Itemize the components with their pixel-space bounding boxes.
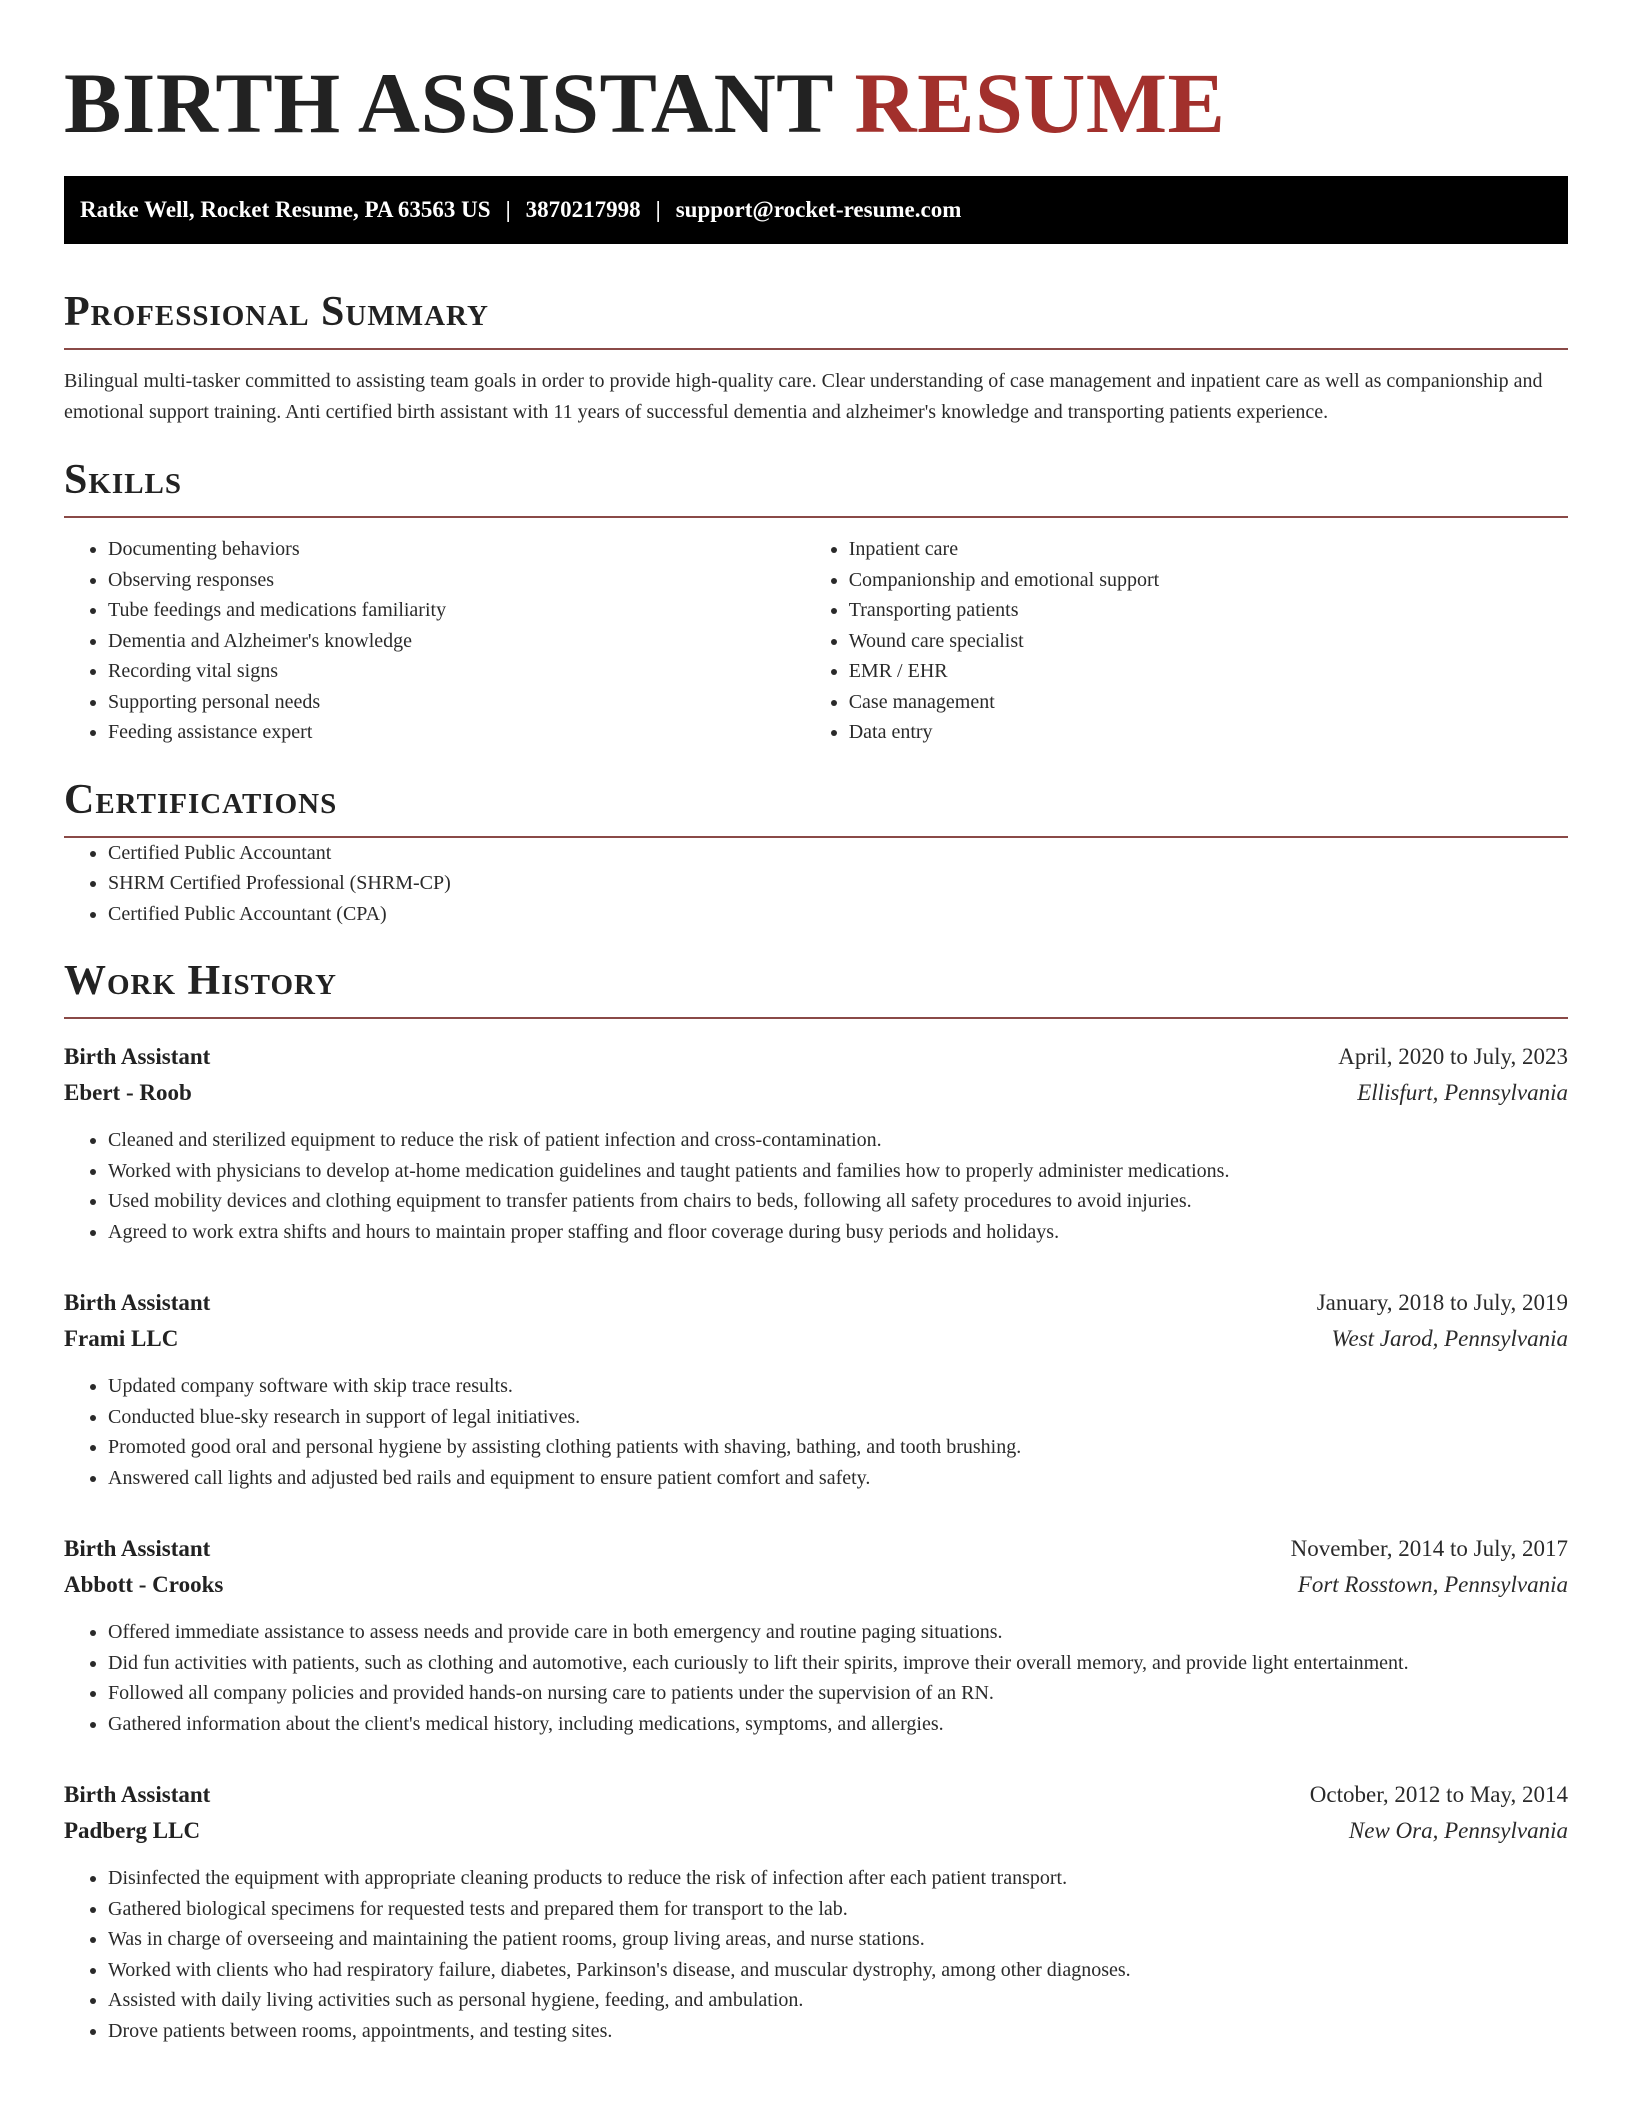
job-entry [64, 1285, 1568, 1493]
certification-item: • SHRM Certified Professional (SHRM-CP) [108, 868, 1568, 899]
job-location: New Ora, Pennsylvania [1348, 1818, 1568, 1843]
job-subheader-row [64, 1321, 1568, 1357]
contact-separator: | [505, 197, 511, 222]
job-subheader-row [64, 1075, 1568, 1111]
certification-item: • Certified Public Accountant (CPA) [108, 899, 1568, 930]
job-header-row [64, 1039, 1568, 1075]
summary-text: Bilingual multi-tasker committed to assisting team goals in order to provide high-quality care. Clear understanding of case management and inpatient care as well as companionship and emotional support training. Anti certified birth assistant with 11 years of successful dementia and alzheimer's knowledge and transporting patients experience. [64, 370, 1543, 423]
certifications-section [64, 776, 1568, 930]
job-company: Ebert - Roob [64, 1080, 192, 1105]
contact-address: Ratke Well, Rocket Resume, PA 63563 US [80, 197, 491, 222]
job-bullet: • Promoted good oral and personal hygiene by assisting clothing patients with shaving, bathing, and tooth brushing. [108, 1432, 1568, 1463]
title-main: BIRTH ASSISTANT [64, 55, 855, 151]
job-bullets [64, 1863, 1568, 2046]
skill-item: • Dementia and Alzheimer's knowledge [108, 626, 805, 657]
contact-email[interactable]: support@rocket-resume.com [675, 197, 962, 222]
job-location: Fort Rosstown, Pennsylvania [1297, 1572, 1568, 1597]
skill-item: • Wound care specialist [849, 626, 1568, 657]
job-company: Abbott - Crooks [64, 1572, 224, 1597]
job-company: Padberg LLC [64, 1818, 201, 1843]
job-header-row [64, 1285, 1568, 1321]
contact-phone[interactable]: 3870217998 [525, 197, 641, 222]
title-accent: RESUME [854, 55, 1226, 151]
contact-separator: | [655, 197, 661, 222]
job-bullet: • Gathered information about the client's medical history, including medications, symptoms, and allergies. [108, 1709, 1568, 1740]
certification-item: • Certified Public Accountant [108, 838, 1568, 869]
job-bullet: • Worked with clients who had respiratory failure, diabetes, Parkinson's disease, and muscular dystrophy, among other diagnoses. [108, 1955, 1568, 1986]
job-bullet: • Did fun activities with patients, such as clothing and automotive, each curiously to lift their spirits, improve their overall memory, and provide light entertainment. [108, 1648, 1568, 1679]
job-dates: April, 2020 to July, 2023 [1338, 1044, 1568, 1069]
job-bullet: • Conducted blue-sky research in support of legal initiatives. [108, 1402, 1568, 1433]
skills-grid [64, 534, 1568, 748]
job-location: Ellisfurt, Pennsylvania [1357, 1080, 1568, 1105]
summary-section [64, 288, 1568, 428]
summary-heading: Professional Summary [64, 288, 1568, 350]
skills-list-right [805, 534, 1568, 748]
job-bullet: • Gathered biological specimens for requested tests and prepared them for transport to the lab. [108, 1894, 1568, 1925]
job-bullet: • Drove patients between rooms, appointments, and testing sites. [108, 2016, 1568, 2047]
skill-item: • Data entry [849, 717, 1568, 748]
skills-heading: Skills [64, 456, 1568, 518]
job-entry [64, 1039, 1568, 1247]
job-bullet: • Disinfected the equipment with appropriate cleaning products to reduce the risk of infection after each patient transport. [108, 1863, 1568, 1894]
job-subheader-row [64, 1813, 1568, 1849]
job-bullet: • Assisted with daily living activities such as personal hygiene, feeding, and ambulation. [108, 1985, 1568, 2016]
work-history-section [64, 957, 1568, 2046]
job-location: West Jarod, Pennsylvania [1331, 1326, 1568, 1351]
job-bullets [64, 1617, 1568, 1739]
skill-item: • Inpatient care [849, 534, 1568, 565]
job-bullet: • Offered immediate assistance to assess needs and provide care in both emergency and routine paging situations. [108, 1617, 1568, 1648]
resume-title [64, 0, 1568, 151]
skill-item: • Transporting patients [849, 595, 1568, 626]
job-bullet: • Agreed to work extra shifts and hours to maintain proper staffing and floor coverage during busy periods and holidays. [108, 1217, 1568, 1248]
skill-item: • Documenting behaviors [108, 534, 805, 565]
skill-item: • Companionship and emotional support [849, 565, 1568, 596]
job-bullet: • Followed all company policies and provided hands-on nursing care to patients under the supervision of an RN. [108, 1678, 1568, 1709]
job-bullets [64, 1371, 1568, 1493]
job-title: Birth Assistant [64, 1290, 211, 1315]
skill-item: • Recording vital signs [108, 656, 805, 687]
certifications-heading: Certifications [64, 776, 1568, 838]
skill-item: • Feeding assistance expert [108, 717, 805, 748]
job-subheader-row [64, 1567, 1568, 1603]
job-header-row [64, 1531, 1568, 1567]
contact-bar [64, 176, 1568, 244]
job-bullet: • Used mobility devices and clothing equipment to transfer patients from chairs to beds, following all safety procedures to avoid injuries. [108, 1186, 1568, 1217]
skill-item: • Case management [849, 687, 1568, 718]
job-dates: October, 2012 to May, 2014 [1309, 1782, 1568, 1807]
skill-item: • Observing responses [108, 565, 805, 596]
work-history-heading: Work History [64, 957, 1568, 1019]
skill-item: • EMR / EHR [849, 656, 1568, 687]
job-bullet: • Updated company software with skip trace results. [108, 1371, 1568, 1402]
job-bullet: • Cleaned and sterilized equipment to reduce the risk of patient infection and cross-contamination. [108, 1125, 1568, 1156]
skill-item: • Supporting personal needs [108, 687, 805, 718]
job-dates: January, 2018 to July, 2019 [1316, 1290, 1568, 1315]
job-bullet: • Answered call lights and adjusted bed rails and equipment to ensure patient comfort and safety. [108, 1463, 1568, 1494]
certifications-list [64, 838, 1568, 930]
job-bullet: • Worked with physicians to develop at-home medication guidelines and taught patients and families how to properly administer medications. [108, 1156, 1568, 1187]
job-title: Birth Assistant [64, 1782, 211, 1807]
job-entry [64, 1531, 1568, 1739]
job-bullet: • Was in charge of overseeing and maintaining the patient rooms, group living areas, and nurse stations. [108, 1924, 1568, 1955]
job-header-row [64, 1777, 1568, 1813]
skill-item: • Tube feedings and medications familiarity [108, 595, 805, 626]
skills-section [64, 456, 1568, 748]
job-entry [64, 1777, 1568, 2046]
skills-list-left [64, 534, 805, 748]
job-title: Birth Assistant [64, 1044, 211, 1069]
job-company: Frami LLC [64, 1326, 179, 1351]
job-bullets [64, 1125, 1568, 1247]
job-title: Birth Assistant [64, 1536, 211, 1561]
job-dates: November, 2014 to July, 2017 [1290, 1536, 1568, 1561]
